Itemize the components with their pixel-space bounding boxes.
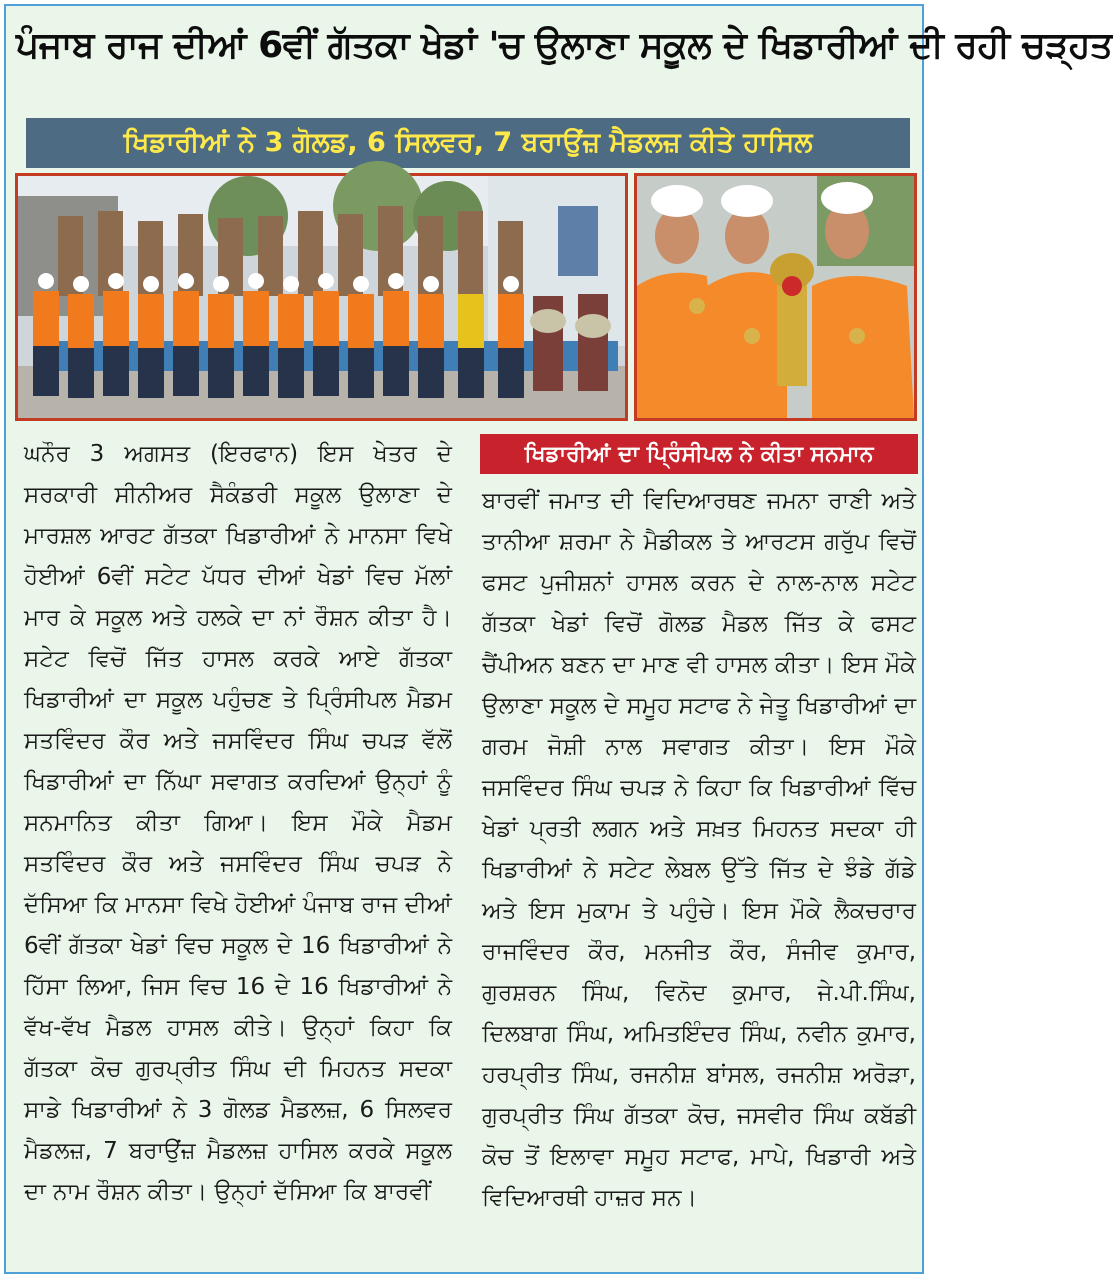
- group-photo: [15, 173, 628, 421]
- article-right-text: ਬਾਰਵੀਂ ਜਮਾਤ ਦੀ ਵਿਦਿਆਰਥਣ ਜਮਨਾ ਰਾਣੀ ਅਤੇ ਤਾਨੀਆ ਸ਼ਰਮਾ ਨੇ ਮੈਡੀਕਲ ਤੇ ਆਰਟਸ ਗਰੁੱਪ ਵਿਚੋਂ ਫਸਟ ਪੁਜੀਸ਼ਨਾਂ ਹਾਸਲ ਕਰਨ ਦੇ ਨਾਲ-ਨਾਲ ਸਟੇਟ ਗੱਤਕਾ ਖੇਡਾਂ ਵਿਚੋਂ ਗੋਲਡ ਮੈਡਲ ਜਿੱਤ ਕੇ ਫਸਟ ਚੈਂਪੀਅਨ ਬਣਨ ਦਾ ਮਾਣ ਵੀ ਹਾਸਲ ਕੀਤਾ। ਇਸ ਮੌਕੇ ਉਲਾਣਾ ਸਕੂਲ ਦੇ ਸਮੂਹ ਸਟਾਫ ਨੇ ਜੇਤੂ ਖਿਡਾਰੀਆਂ ਦਾ ਗਰਮ ਜੋਸ਼ੀ ਨਾਲ ਸਵਾਗਤ ਕੀਤਾ। ਇਸ ਮੌਕੇ ਜਸਵਿੰਦਰ ਸਿੰਘ ਚਪੜ ਨੇ ਕਿਹਾ ਕਿ ਖਿਡਾਰੀਆਂ ਵਿੱਚ ਖੇਡਾਂ ਪ੍ਰਤੀ ਲਗਨ ਅਤੇ ਸਖ਼ਤ ਮਿਹਨਤ ਸਦਕਾ ਹੀ ਖਿਡਾਰੀਆਂ ਨੇ ਸਟੇਟ ਲੇਬਲ ਉੱਤੇ ਜਿੱਤ ਦੇ ਝੰਡੇ ਗੱਡੇ ਅਤੇ ਇਸ ਮੁਕਾਮ ਤੇ ਪਹੁੰਚੇ। ਇਸ ਮੌਕੇ ਲੈਕਚਰਾਰ ਰਾਜਵਿੰਦਰ ਕੌਰ, ਮਨਜੀਤ ਕੌਰ, ਸੰਜੀਵ ਕੁਮਾਰ, ਗੁਰਸ਼ਰਨ ਸਿੰਘ, ਵਿਨੋਦ ਕੁਮਾਰ, ਜੇ.ਪੀ.ਸਿੰਘ, ਦਿਲਬਾਗ ਸਿੰਘ, ਅਮਿਤਇੰਦਰ ਸਿੰਘ, ਨਵੀਨ ਕੁਮਾਰ, ਹਰਪ੍ਰੀਤ ਸਿੰਘ, ਰਜਨੀਸ਼ ਬਾਂਸਲ, ਰਜਨੀਸ਼ ਅਰੋੜਾ, ਗੁਰਪ੍ਰੀਤ ਸਿੰਘ ਗੱਤਕਾ ਕੋਚ, ਜਸਵੀਰ ਸਿੰਘ ਕਬੱਡੀ ਕੋਚ ਤੋਂ ਇਲਾਵਾ ਸਮੂਹ ਸਟਾਫ, ਮਾਪੇ, ਖਿਡਾਰੀ ਅਤੇ ਵਿਦਿਆਰਥੀ ਹਾਜ਼ਰ ਸਨ।: [482, 488, 916, 1211]
- article-right-column: [482, 481, 916, 1219]
- subheadline: ਖਿਡਾਰੀਆਂ ਨੇ 3 ਗੋਲਡ, 6 ਸਿਲਵਰ, 7 ਬਰਾਉਂਜ਼ ਮੈਡਲਜ਼ ਕੀਤੇ ਹਾਸਿਲ: [123, 127, 813, 158]
- subsection-title-box: [480, 434, 918, 474]
- article-left-text: ਘਨੌਰ 3 ਅਗਸਤ (ਇਰਫਾਨ) ਇਸ ਖੇਤਰ ਦੇ ਸਰਕਾਰੀ ਸੀਨੀਅਰ ਸੈਕੰਡਰੀ ਸਕੂਲ ਉਲਾਣਾ ਦੇ ਮਾਰਸ਼ਲ ਆਰਟ ਗੱਤਕਾ ਖਿਡਾਰੀਆਂ ਨੇ ਮਾਨਸਾ ਵਿਖੇ ਹੋਈਆਂ 6ਵੀਂ ਸਟੇਟ ਪੱਧਰ ਦੀਆਂ ਖੇਡਾਂ ਵਿਚ ਮੱਲਾਂ ਮਾਰ ਕੇ ਸਕੂਲ ਅਤੇ ਹਲਕੇ ਦਾ ਨਾਂ ਰੌਸ਼ਨ ਕੀਤਾ ਹੈ।ਸਟੇਟ ਵਿਚੋਂ ਜਿੱਤ ਹਾਸਲ ਕਰਕੇ ਆਏ ਗੱਤਕਾ ਖਿਡਾਰੀਆਂ ਦਾ ਸਕੂਲ ਪਹੁੰਚਣ ਤੇ ਪ੍ਰਿੰਸੀਪਲ ਮੈਡਮ ਸਤਵਿੰਦਰ ਕੌਰ ਅਤੇ ਜਸਵਿੰਦਰ ਸਿੰਘ ਚਪੜ ਵੱਲੋਂ ਖਿਡਾਰੀਆਂ ਦਾ ਨਿੱਘਾ ਸਵਾਗਤ ਕਰਦਿਆਂ ਉਨ੍ਹਾਂ ਨੂੰ ਸਨਮਾਨਿਤ ਕੀਤਾ ਗਿਆ। ਇਸ ਮੌਕੇ ਮੈਡਮ ਸਤਵਿੰਦਰ ਕੌਰ ਅਤੇ ਜਸਵਿੰਦਰ ਸਿੰਘ ਚਪੜ ਨੇ ਦੱਸਿਆ ਕਿ ਮਾਨਸਾ ਵਿਖੇ ਹੋਈਆਂ ਪੰਜਾਬ ਰਾਜ ਦੀਆਂ 6ਵੀਂ ਗੱਤਕਾ ਖੇਡਾਂ ਵਿਚ ਸਕੂਲ ਦੇ 16 ਖਿਡਾਰੀਆਂ ਨੇ ਹਿੱਸਾ ਲਿਆ, ਜਿਸ ਵਿਚ 16 ਦੇ 16 ਖਿਡਾਰੀਆਂ ਨੇ ਵੱਖ-ਵੱਖ ਮੈਡਲ ਹਾਸਲ ਕੀਤੇ। ਉਨ੍ਹਾਂ ਕਿਹਾ ਕਿ ਗੱਤਕਾ ਕੋਚ ਗੁਰਪ੍ਰੀਤ ਸਿੰਘ ਦੀ ਮਿਹਨਤ ਸਦਕਾ ਸਾਡੇ ਖਿਡਾਰੀਆਂ ਨੇ 3 ਗੋਲਡ ਮੈਡਲਜ਼, 6 ਸਿਲਵਰ ਮੈਡਲਜ਼, 7 ਬਰਾਉਂਜ਼ ਮੈਡਲਜ਼ ਹਾਸਿਲ ਕਰਕੇ ਸਕੂਲ ਦਾ ਨਾਮ ਰੌਸ਼ਨ ਕੀਤਾ। ਉਨ੍ਹਾਂ ਦੱਸਿਆ ਕਿ ਬਾਰਵੀਂ: [24, 441, 452, 1205]
- subheadline-banner: [26, 118, 910, 168]
- newspaper-clipping: [4, 4, 1113, 1274]
- headline: ਪੰਜਾਬ ਰਾਜ ਦੀਆਂ 6ਵੀਂ ਗੱਤਕਾ ਖੇਡਾਂ 'ਚ ਉਲਾਣਾ ਸਕੂਲ ਦੇ ਖਿਡਾਰੀਆਂ ਦੀ ਰਹੀ ਚੜ੍ਹਤ: [16, 25, 1113, 66]
- medal-winners-illustration: [637, 176, 914, 418]
- article-left-column: [24, 434, 452, 1213]
- medal-winners-photo: [634, 173, 917, 421]
- group-photo-illustration: [18, 176, 625, 418]
- subsection-title: ਖਿਡਾਰੀਆਂ ਦਾ ਪ੍ਰਿੰਸੀਪਲ ਨੇ ਕੀਤਾ ਸਨਮਾਨ: [524, 441, 874, 467]
